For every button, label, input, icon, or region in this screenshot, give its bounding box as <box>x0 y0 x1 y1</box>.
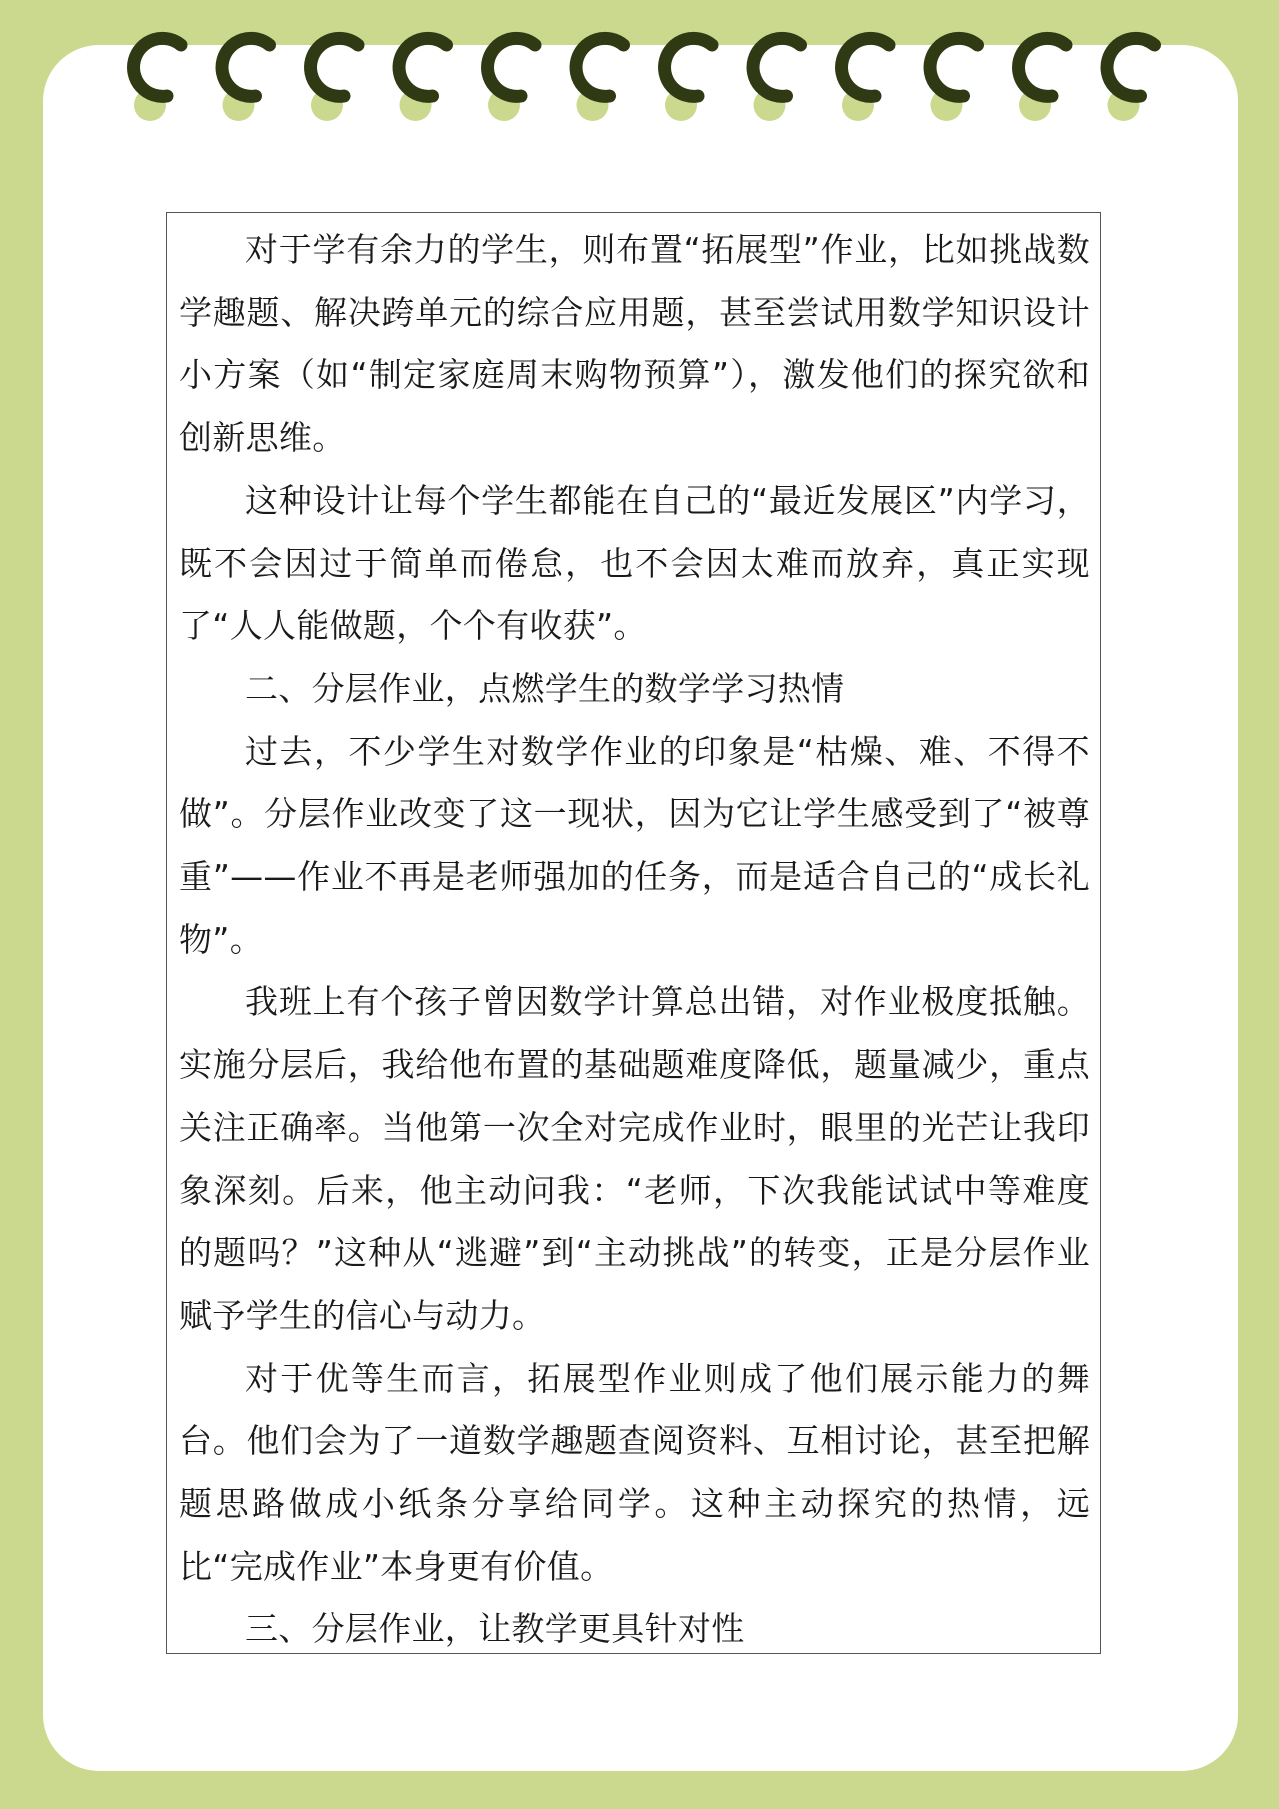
section-heading-2: 二、分层作业，点燃学生的数学学习热情 <box>245 668 845 708</box>
article-text-box <box>166 212 1101 1654</box>
paragraph-extension-homework: 对于学有余力的学生，则布置“拓展型”作业，比如挑战数学趣题、解决跨单元的综合应用题，甚至尝试用数学知识设计小方案（如“制定家庭周末购物预算”），激发他们的探究欲和创新思维。 <box>179 230 1090 458</box>
paragraph-development-zone: 这种设计让每个学生都能在自己的“最近发展区”内学习，既不会因过于简单而倦怠，也不会因太难而放弃，真正实现了“人人能做题，个个有收获”。 <box>179 480 1090 646</box>
paragraph-student-story: 我班上有个孩子曾因数学计算总出错，对作业极度抵触。实施分层后，我给他布置的基础题难度降低，题量减少，重点关注正确率。当他第一次全对完成作业时，眼里的光芒让我印象深刻。后来，他主动问我：“老师，下次我能试试中等难度的题吗？”这种从“逃避”到“主动挑战”的转变，正是分层作业赋予学生的信心与动力。 <box>179 982 1090 1335</box>
paragraph-past-impression: 过去，不少学生对数学作业的印象是“枯燥、难、不得不做”。分层作业改变了这一现状，因为它让学生感受到了“被尊重”——作业不再是老师强加的任务，而是适合自己的“成长礼物”。 <box>179 731 1090 959</box>
paragraph-top-students: 对于优等生而言，拓展型作业则成了他们展示能力的舞台。他们会为了一道数学趣题查阅资料、互相讨论，甚至把解题思路做成小纸条分享给同学。这种主动探究的热情，远比“完成作业”本身更有价值。 <box>179 1358 1090 1586</box>
section-heading-3: 三、分层作业，让教学更具针对性 <box>245 1609 745 1649</box>
